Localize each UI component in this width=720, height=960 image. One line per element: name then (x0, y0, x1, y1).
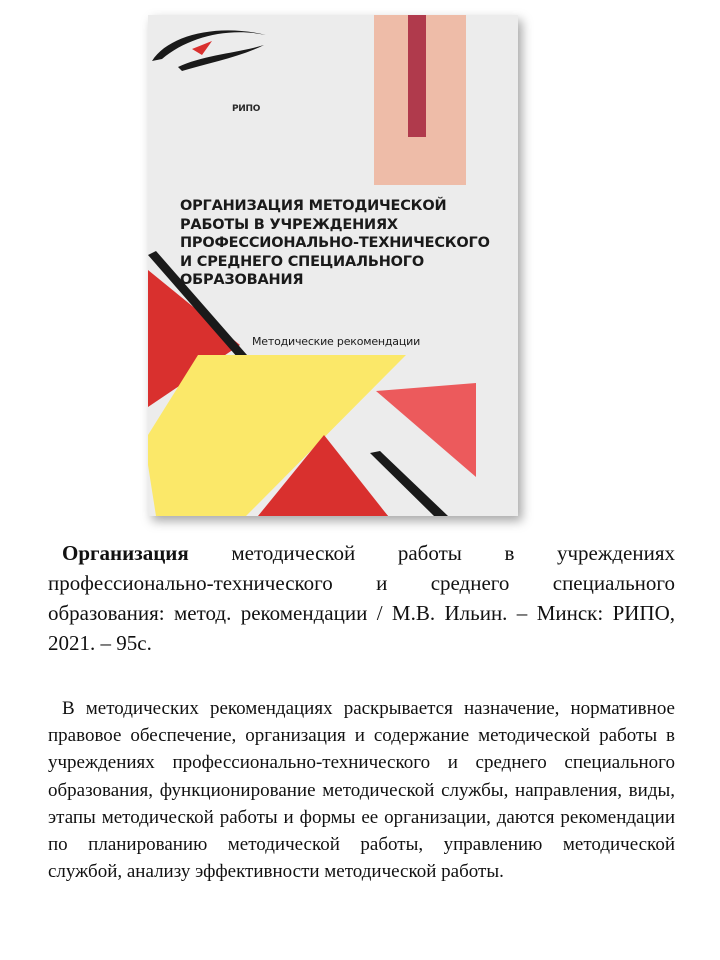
logo-text: РИПО (232, 104, 261, 114)
maroon-stripe (408, 15, 426, 137)
black-bottom-edge (370, 451, 448, 516)
citation-bold-lead: Организация (62, 541, 189, 565)
cover-subtitle: Методические рекомендации (252, 335, 421, 348)
cover-title: ОРГАНИЗАЦИЯ МЕТОДИЧЕСКОЙ РАБОТЫ В УЧРЕЖДЕНИЯХ ПРОФЕССИОНАЛЬНО-ТЕХНИЧЕСКОГО И СРЕДНЕГО СПЕЦИАЛЬНОГО ОБРАЗОВАНИЯ (180, 198, 490, 288)
ripo-logo (148, 15, 270, 71)
bibliographic-citation (48, 538, 675, 658)
book-annotation: В методических рекомендациях раскрывается назначение, нормативное правовое обеспечение, организация и содержание методической работы в учреждениях профессионально-технического и среднего специального образования, функционирование методической службы, направления, виды, этапы методической работы и формы ее организации, даются рекомендации по планированию методической работы, управлению методической службой, анализу эффективности методической работы. (48, 698, 675, 883)
citation-rest: методической работы в учреждениях профессионально-технического и среднего специального образования: метод. рекомендации / М.В. Ильин. – Минск: РИПО, 2021. – 95с. (48, 541, 675, 655)
book-cover-image (148, 15, 518, 516)
